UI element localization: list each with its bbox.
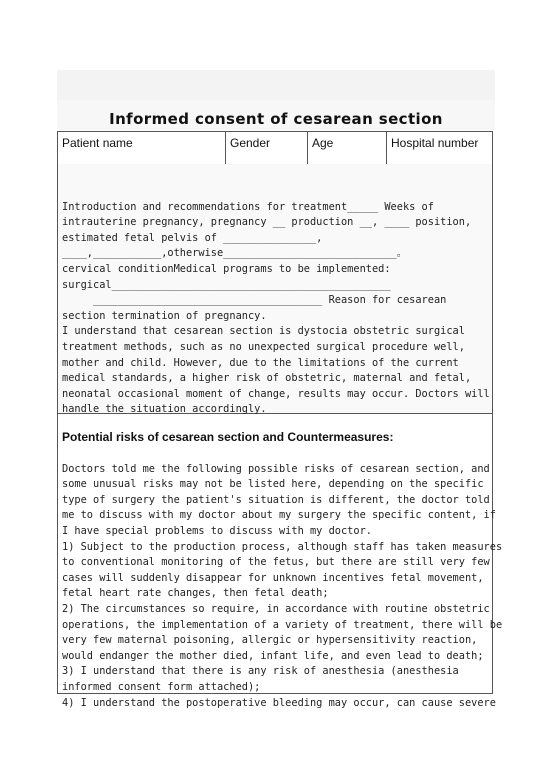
risks-heading: Potential risks of cesarean section and Countermeasures: [62, 430, 394, 444]
text-line: ____,___________,otherwise____________________________。 [62, 247, 408, 260]
risks-text [62, 446, 502, 711]
text-line: 4) I understand the postoperative bleeding may occur, can cause severe [62, 696, 496, 709]
age-cell[interactable] [307, 132, 386, 164]
text-line: _____________________________________ Reason for cesarean [62, 294, 447, 307]
treatment-introduction-text [62, 184, 490, 418]
text-line: estimated fetal pelvis of _______________, [62, 231, 323, 244]
text-line: handle the situation accordingly. [62, 403, 267, 416]
age-label: Age [312, 136, 334, 150]
consent-form [57, 131, 503, 709]
text-line: me to discuss with my doctor about my surgery the specific content, if [62, 509, 496, 522]
text-line: 3) I understand that there is any risk of anesthesia (anesthesia [62, 665, 459, 678]
text-line: Doctors told me the following possible risks of cesarean section, and [62, 462, 490, 475]
patient-name-label: Patient name [62, 136, 133, 150]
text-line: operations, the implementation of a variety of treatment, there will be [62, 618, 503, 631]
top-band [57, 70, 495, 100]
text-line: informed consent form attached); [62, 680, 261, 693]
text-line: fetal heart rate changes, then fetal death; [62, 587, 329, 600]
text-line: type of surgery the patient's situation is different, the doctor told [62, 493, 490, 506]
text-line: to conventional monitoring of the fetus, but there are still very few [62, 556, 490, 569]
text-line: surgical_____________________________________________ [62, 278, 391, 291]
treatment-introduction-section [58, 164, 492, 414]
hospital-number-label: Hospital number [391, 136, 479, 150]
patient-info-row [58, 132, 492, 165]
text-line: cases will suddenly disappear for unknown incentives fetal movement, [62, 571, 484, 584]
text-line: 2) The circumstances so require, in accordance with routine obstetric [62, 602, 490, 615]
text-line: intrauterine pregnancy, pregnancy __ production __, ____ position, [62, 216, 472, 229]
text-line: medical standards, a higher risk of obstetric, maternal and fetal, [62, 372, 472, 385]
text-line: very few maternal poisoning, allergic or hypersensitivity reaction, [62, 634, 478, 647]
gender-label: Gender [230, 136, 271, 150]
text-line: treatment methods, such as no unexpected surgical procedure well, [62, 340, 465, 353]
text-line: I have special problems to discuss with my doctor. [62, 524, 372, 537]
text-line: neonatal occasional moment of change, results may occur. Doctors will [62, 387, 490, 400]
text-line: I understand that cesarean section is dystocia obstetric surgical [62, 325, 465, 338]
patient-name-cell[interactable] [58, 132, 225, 164]
page-title: Informed consent of cesarean section [109, 110, 443, 128]
text-line: some unusual risks may not be listed here, depending on the specific [62, 478, 484, 491]
text-line: Introduction and recommendations for treatment_____ Weeks of [62, 200, 434, 213]
hospital-number-cell[interactable] [386, 132, 494, 164]
text-line: would endanger the mother died, infant life, and even lead to death; [62, 649, 484, 662]
text-line: cervical conditionMedical programs to be implemented: [62, 262, 391, 275]
text-line: mother and child. However, due to the limitations of the current [62, 356, 459, 369]
gender-cell[interactable] [225, 132, 307, 164]
text-line: 1) Subject to the production process, although staff has taken measures [62, 540, 503, 553]
text-line: section termination of pregnancy. [62, 309, 267, 322]
risks-section [58, 414, 503, 709]
